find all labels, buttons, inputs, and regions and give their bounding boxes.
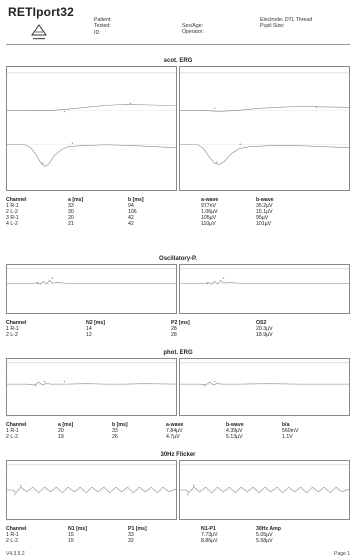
table-cell: 7.73µV xyxy=(201,532,218,538)
table-cell: 20 xyxy=(58,428,64,434)
scot-erg-plot-right xyxy=(179,66,350,191)
flicker-plot-left xyxy=(6,460,177,520)
table-cell: 1 R-1 xyxy=(6,428,19,434)
scot-erg-plot-left xyxy=(6,66,177,191)
table-cell: 977nV xyxy=(201,203,217,209)
flicker-title: 30Hz Flicker xyxy=(160,452,196,458)
col-header: b [ms] xyxy=(112,422,128,428)
col-header: OS2 xyxy=(256,320,267,326)
table-cell: 15.1µV xyxy=(256,209,273,215)
svg-text:+: + xyxy=(315,105,318,110)
phot-erg-table xyxy=(6,422,350,440)
table-cell: 4.39µV xyxy=(226,428,243,434)
col-header: P2 [ms] xyxy=(171,320,190,326)
svg-text:+: + xyxy=(41,161,44,166)
table-cell: 2 L-2 xyxy=(6,332,18,338)
patient-info xyxy=(94,17,112,36)
col-header: b-wave xyxy=(256,197,274,203)
table-cell: 26 xyxy=(112,434,118,440)
table-cell: 33 xyxy=(112,428,118,434)
table-cell: 19 xyxy=(58,434,64,440)
table-cell: 560mV xyxy=(282,428,299,434)
table-row xyxy=(6,332,350,338)
flicker-table xyxy=(6,526,350,544)
col-header: N2 [ms] xyxy=(86,320,106,326)
svg-text:+: + xyxy=(51,276,54,281)
table-cell: 5.05µV xyxy=(256,532,273,538)
table-cell: 1 R-1 xyxy=(6,203,19,209)
col-header: Channel xyxy=(6,320,27,326)
scot-erg-table xyxy=(6,197,350,227)
table-cell: 105µV xyxy=(201,215,217,221)
svg-text:+: + xyxy=(192,484,195,489)
scot-erg-title: scot. ERG xyxy=(163,58,193,64)
col-header: Channel xyxy=(6,422,27,428)
osc-title: Oscillatory-P. xyxy=(159,256,197,262)
sexage-info xyxy=(182,23,204,36)
page-number: Page 1 xyxy=(334,551,350,557)
phot-erg-title: phot. ERG xyxy=(163,350,193,356)
col-header: N1-P1 xyxy=(201,526,216,532)
table-cell: 21 xyxy=(68,221,74,227)
table-row xyxy=(6,221,350,227)
col-header: a-wave xyxy=(166,422,184,428)
report-title: RETIport32 xyxy=(8,5,75,19)
table-cell: 15 xyxy=(68,532,74,538)
table-cell: 4.7µV xyxy=(166,434,180,440)
svg-text:+: + xyxy=(63,110,66,115)
table-cell: 2 L-2 xyxy=(6,538,18,544)
col-header: a-wave xyxy=(201,197,219,203)
table-cell: 1 R-1 xyxy=(6,532,19,538)
svg-text:+: + xyxy=(215,160,218,165)
svg-text:+: + xyxy=(13,492,16,497)
svg-text:+: + xyxy=(129,101,132,106)
electrode-value: DTL Thread xyxy=(284,17,313,23)
table-row xyxy=(6,434,350,440)
svg-text:+: + xyxy=(186,492,189,497)
table-cell: 28 xyxy=(171,332,177,338)
table-cell: 15 xyxy=(68,538,74,544)
svg-text:+: + xyxy=(19,484,22,489)
col-header: b/a xyxy=(282,422,290,428)
table-cell: 42 xyxy=(128,221,134,227)
table-cell: 5.58µV xyxy=(256,538,273,544)
table-cell: 20.3µV xyxy=(256,326,273,332)
table-cell: 18.9µV xyxy=(256,332,273,338)
table-cell: 35.2µV xyxy=(256,203,273,209)
table-cell: 110µV xyxy=(201,221,216,227)
table-cell: 28 xyxy=(171,326,177,332)
svg-text:+: + xyxy=(213,380,216,385)
table-cell: 7.84µV xyxy=(166,428,183,434)
report-header xyxy=(6,4,350,45)
svg-text:+: + xyxy=(43,380,46,385)
svg-text:+: + xyxy=(71,141,74,146)
table-cell: 8.86µV xyxy=(201,538,218,544)
col-header: N1 [ms] xyxy=(68,526,88,532)
electrode-info xyxy=(260,17,312,30)
svg-text:+: + xyxy=(203,384,206,388)
operator-label: Operator: xyxy=(182,29,204,36)
table-cell: 33 xyxy=(68,203,74,209)
osc-plot-left xyxy=(6,264,177,314)
table-cell: 94 xyxy=(128,203,134,209)
version-label: V4.3.5.2 xyxy=(6,551,25,557)
col-header: a [ms] xyxy=(68,197,84,203)
table-cell: 32 xyxy=(128,538,134,544)
svg-text:+: + xyxy=(239,142,242,147)
svg-text:+: + xyxy=(222,276,225,281)
tested-label: Tested: xyxy=(94,23,111,30)
table-cell: 101µV xyxy=(256,221,272,227)
svg-text:+: + xyxy=(34,384,37,388)
table-cell: 1 R-1 xyxy=(6,326,19,332)
table-cell: 1.06µV xyxy=(201,209,218,215)
sexage-label: Sex/Age: xyxy=(182,23,204,29)
table-cell: 3 R-1 xyxy=(6,215,19,221)
col-header: a [ms] xyxy=(58,422,74,428)
table-cell: 2 L-2 xyxy=(6,209,18,215)
table-cell: 42 xyxy=(128,215,134,221)
electrode-label: Electrode: xyxy=(260,17,284,23)
svg-text:+: + xyxy=(63,380,66,385)
id-label: ID: xyxy=(94,29,101,36)
osc-table xyxy=(6,320,350,338)
phot-erg-plot-right xyxy=(179,358,350,416)
table-cell: 14 xyxy=(86,326,92,332)
col-header: b [ms] xyxy=(128,197,144,203)
roland-logo-icon xyxy=(28,21,50,43)
table-cell: 1.1V xyxy=(282,434,293,440)
osc-plot-right xyxy=(179,264,350,314)
col-header: P1 [ms] xyxy=(128,526,147,532)
table-cell: 30 xyxy=(68,209,74,215)
table-cell: 4 L-2 xyxy=(6,221,18,227)
col-header: 30Hz Amp xyxy=(256,526,281,532)
col-header: Channel xyxy=(6,526,27,532)
table-cell: 95µV xyxy=(256,215,269,221)
table-cell: 20 xyxy=(68,215,74,221)
patient-label: Patient: xyxy=(94,17,112,23)
table-cell: 33 xyxy=(128,532,134,538)
phot-erg-plot-left xyxy=(6,358,177,416)
table-cell: 5.13µV xyxy=(226,434,243,440)
svg-text:+: + xyxy=(213,106,216,111)
svg-text:+: + xyxy=(206,282,209,287)
table-cell: 106 xyxy=(128,209,137,215)
table-row xyxy=(6,538,350,544)
svg-text:+: + xyxy=(36,282,39,287)
col-header: Channel xyxy=(6,197,27,203)
table-cell: 2 L-2 xyxy=(6,434,18,440)
pupil-label: Pupil Size: xyxy=(260,23,285,30)
table-cell: 12 xyxy=(86,332,92,338)
col-header: b-wave xyxy=(226,422,244,428)
flicker-plot-right xyxy=(179,460,350,520)
